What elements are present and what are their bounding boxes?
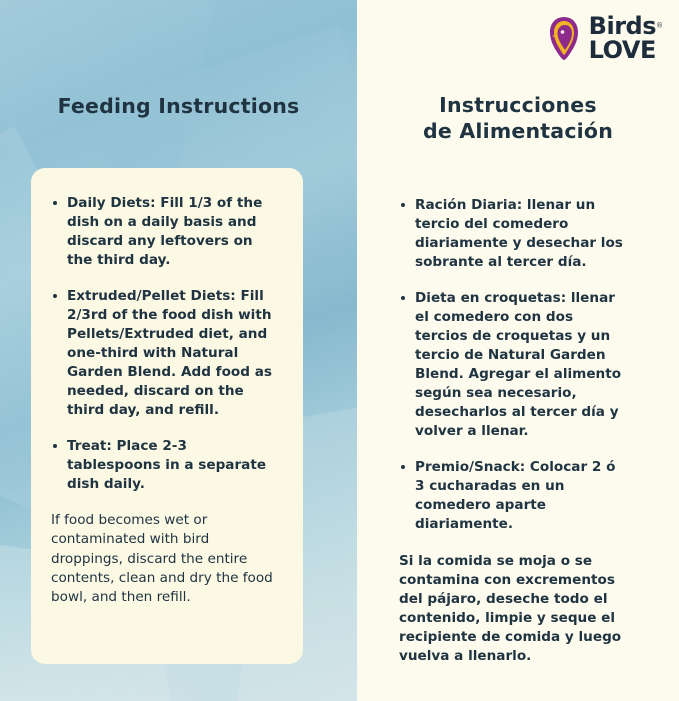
list-item — [399, 196, 629, 272]
brand-wordmark — [589, 14, 663, 62]
english-closing-note: If food becomes wet or contaminated with bird droppings, discard the entire contents, clean and dry the food bowl, and then refill. — [51, 512, 273, 605]
registered-mark-icon: ® — [656, 21, 663, 30]
bullet-text: Fill 1/3 of the dish on a daily basis and discard any leftovers on the third day. — [67, 195, 263, 269]
bullet-text: Place 2-3 tablespoons in a separate dish daily. — [67, 438, 267, 493]
list-item — [51, 287, 281, 420]
bullet-label: Dieta en croquetas: — [415, 290, 567, 307]
bullet-label: Ración Diaria: — [415, 197, 523, 213]
bullet-text: llenar el comedero con dos tercios de croquetas y un tercio de Natural Garden Blend. Agregar el alimento según sea necesario, desecharlos al tercer día y volver a llenar. — [415, 290, 622, 440]
list-item — [399, 289, 629, 441]
brand-logo — [546, 14, 663, 62]
bullet-label: Daily Diets: — [67, 195, 156, 211]
list-item — [51, 194, 281, 270]
bullet-label: Premio/Snack: — [415, 459, 526, 476]
brand-name-birds: Birds — [588, 12, 656, 40]
bullet-text: Colocar 2 ó 3 cucharadas en un comedero aparte diariamente. — [415, 459, 616, 533]
spanish-content-card — [379, 170, 651, 678]
list-item — [399, 458, 629, 534]
spanish-bullet-list — [399, 196, 629, 535]
spanish-heading — [357, 92, 679, 144]
english-bullet-list — [51, 194, 281, 494]
brand-name-love: LOVE — [588, 36, 656, 64]
spanish-heading-line1: Instrucciones — [439, 93, 597, 117]
list-item — [51, 437, 281, 494]
spanish-heading-line2: de Alimentación — [423, 119, 613, 144]
bullet-text: llenar un tercio del comedero diariamente y desechar los sobrante al tercer día. — [415, 197, 623, 271]
english-heading: Feeding Instructions — [57, 94, 300, 118]
spanish-closing-note: Si la comida se moja o se contamina con excrementos del pájaro, deseche todo el contenido, limpie y seque el recipiente de comida y luego vuelva a llenarlo. — [399, 552, 622, 664]
bullet-label: Treat: — [67, 438, 112, 455]
bullet-text: Fill 2/3rd of the food dish with Pellets/Extruded diet, and one-third with Natural Garden Blend. Add food as needed, discard on the third day, and refill. — [67, 288, 272, 419]
bird-logo-icon — [546, 15, 582, 61]
english-content-card — [31, 168, 303, 664]
spanish-panel — [357, 0, 679, 701]
bullet-label: Extruded/Pellet Diets: — [67, 288, 236, 305]
